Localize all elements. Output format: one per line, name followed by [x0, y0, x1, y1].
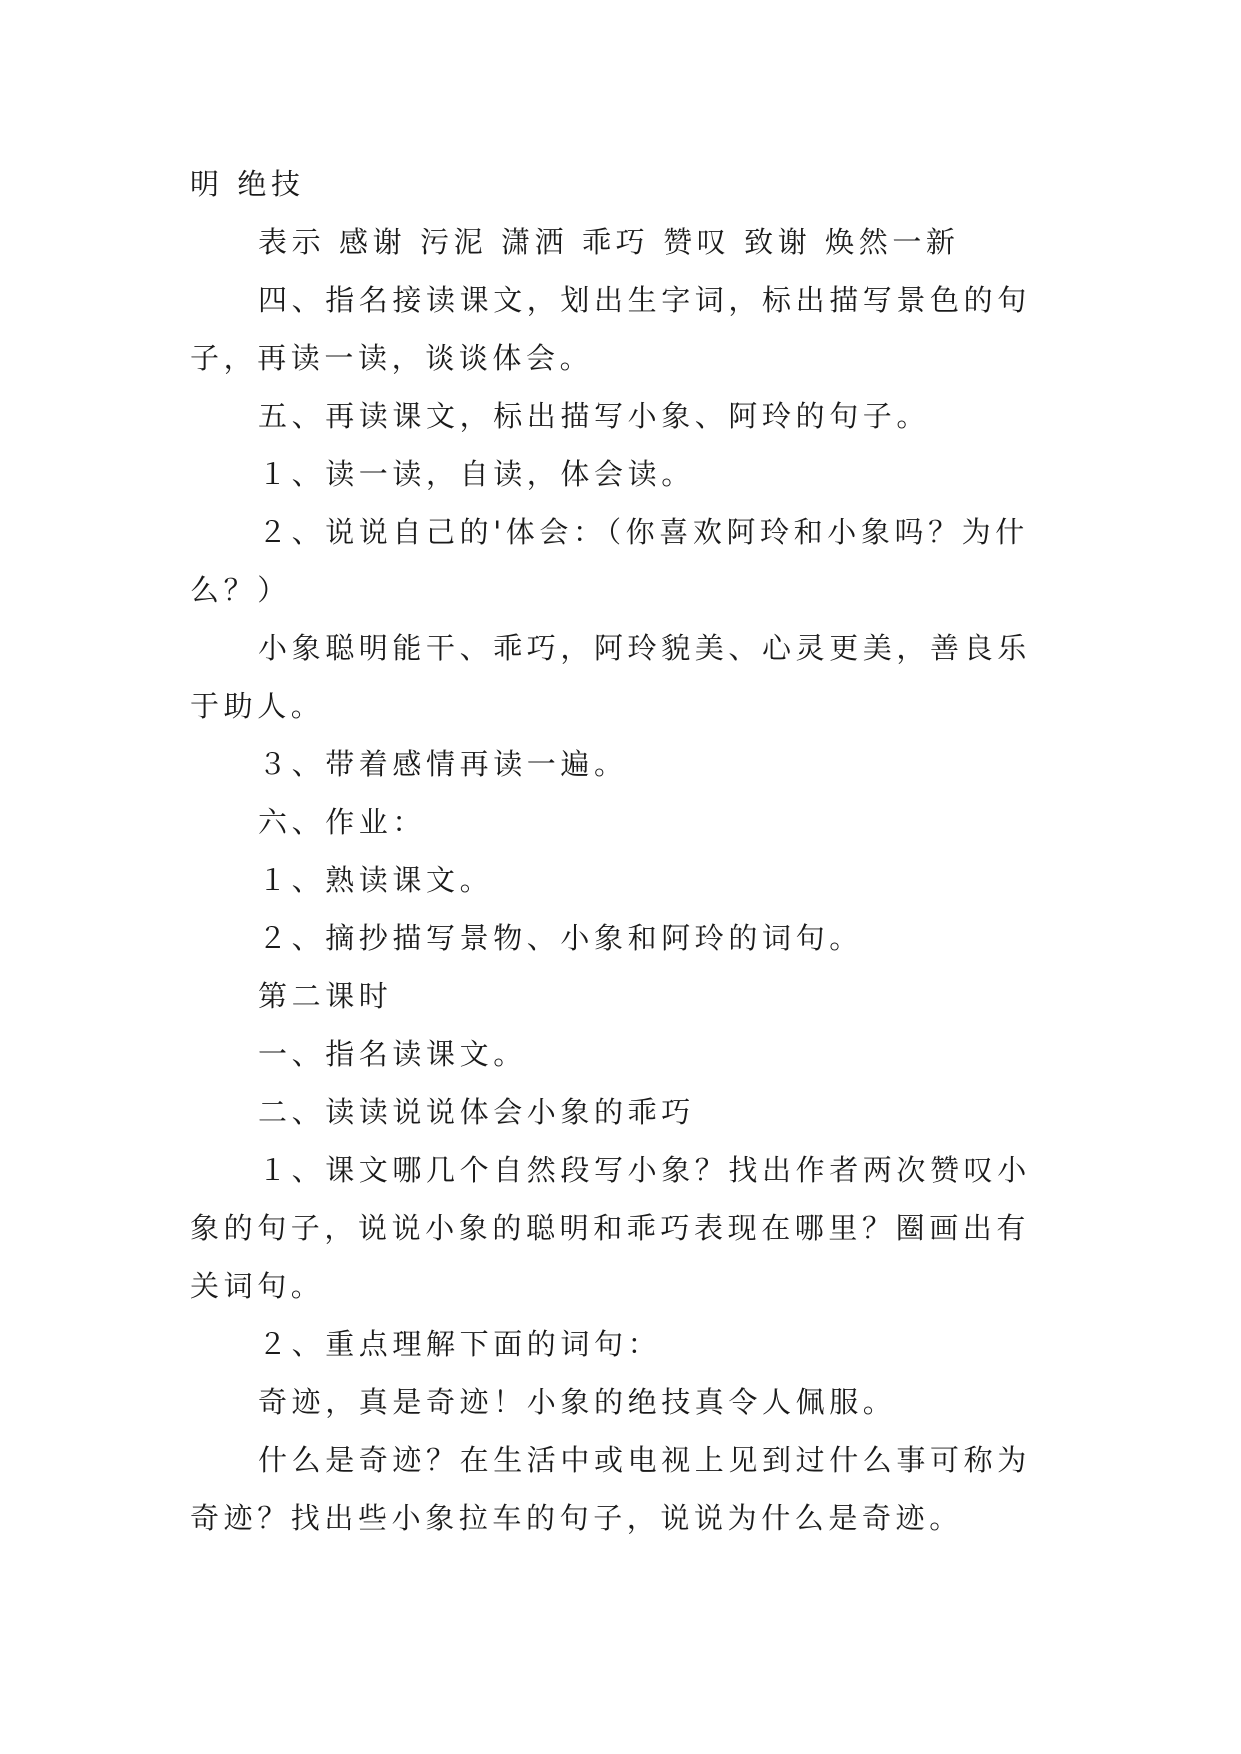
paragraph-vocab-list: 表示 感谢 污泥 潇洒 乖巧 赞叹 致谢 焕然一新 [258, 225, 960, 259]
paragraph-item-3: ３、带着感情再读一遍。 [258, 747, 628, 781]
paragraph-quote: 奇迹，真是奇迹！小象的绝技真令人佩服。 [258, 1385, 897, 1419]
paragraph-item-2: ２、说说自己的'体会：（你喜欢阿玲和小象吗？为什么？） [190, 515, 1029, 607]
paragraph-step-five: 五、再读课文，标出描写小象、阿玲的句子。 [258, 399, 931, 433]
paragraph-homework-1: １、熟读课文。 [258, 863, 494, 897]
paragraph-summary: 小象聪明能干、乖巧，阿玲貌美、心灵更美，善良乐于助人。 [190, 631, 1031, 723]
document-body [190, 155, 1050, 1547]
paragraph-item-1: １、读一读，自读，体会读。 [258, 457, 695, 491]
paragraph-lesson2-item-2: ２、重点理解下面的词句： [258, 1327, 662, 1361]
paragraph-homework-2: ２、摘抄描写景物、小象和阿玲的词句。 [258, 921, 863, 955]
paragraph-lesson2-step-one: 一、指名读课文。 [258, 1037, 527, 1071]
paragraph-lesson2-item-1: １、课文哪几个自然段写小象？找出作者两次赞叹小象的句子，说说小象的聪明和乖巧表现在哪里？圈画出有关词句。 [190, 1153, 1031, 1303]
paragraph-lesson2-step-two: 二、读读说说体会小象的乖巧 [258, 1095, 695, 1129]
paragraph-question: 什么是奇迹？在生活中或电视上见到过什么事可称为奇迹？找出些小象拉车的句子，说说为什么是奇迹。 [190, 1443, 1031, 1535]
paragraph-second-lesson-heading: 第二课时 [258, 979, 393, 1013]
paragraph-homework-heading: 六、作业： [258, 805, 427, 839]
paragraph-continued-vocab: 明 绝技 [190, 167, 305, 201]
paragraph-step-four: 四、指名接读课文，划出生字词，标出描写景色的句子，再读一读，谈谈体会。 [190, 283, 1031, 375]
